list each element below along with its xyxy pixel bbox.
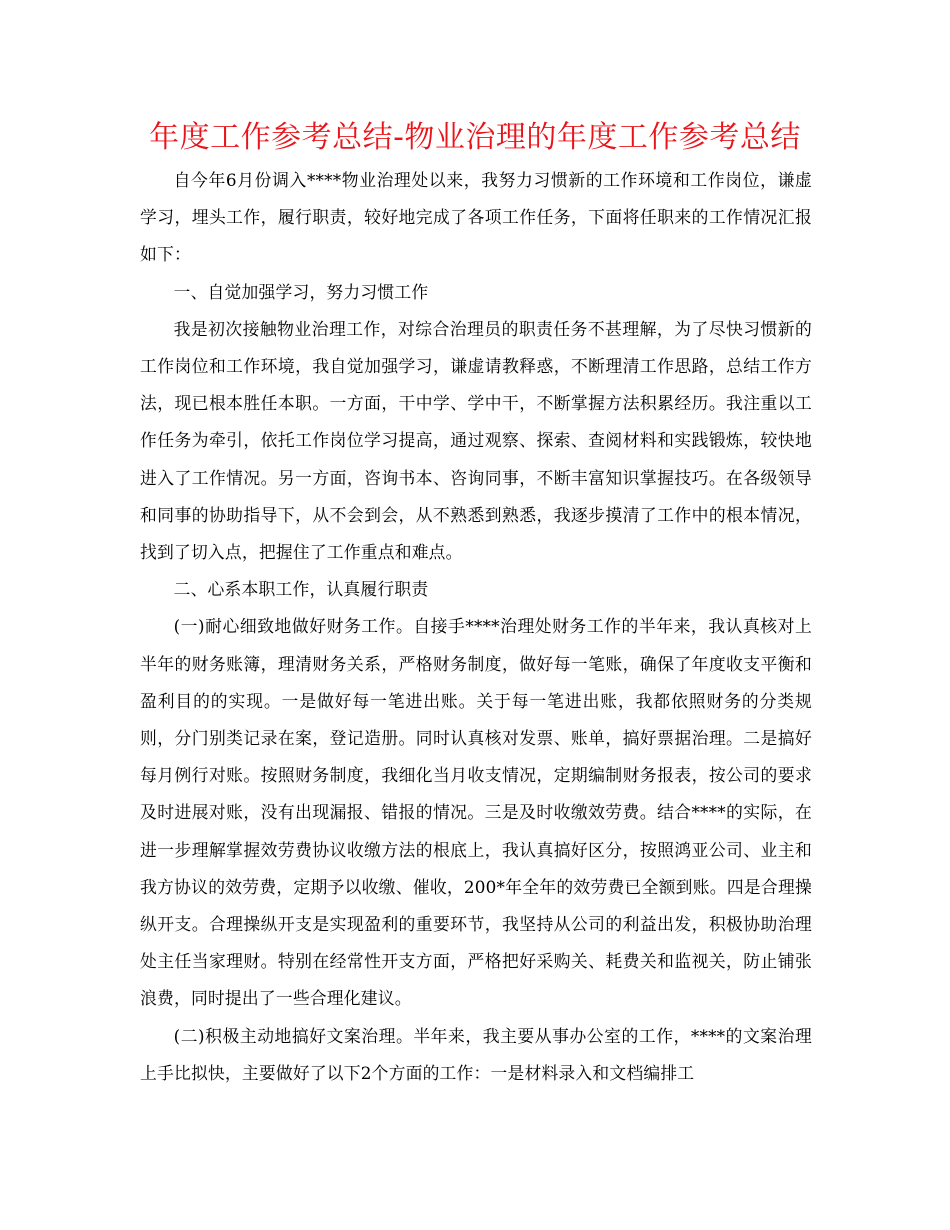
section-heading-1: 一、自觉加强学习，努力习惯工作 xyxy=(173,281,429,302)
paragraph-documents: (二)积极主动地搞好文案治理。半年来，我主要从事办公室的工作，****的文案治理上手比拟快，主要做好了以下2个方面的工作：一是材料录入和文档编排工 xyxy=(140,1025,812,1083)
section-heading-2: 二、心系本职工作，认真履行职责 xyxy=(173,579,429,600)
document-body xyxy=(140,162,812,1092)
paragraph-intro: 自今年6月份调入****物业治理处以来，我努力习惯新的工作环境和工作岗位，谦虚学习，埋头工作，履行职责，较好地完成了各项工作任务，下面将任职来的工作情况汇报如下： xyxy=(140,170,812,265)
paragraph-study: 我是初次接触物业治理工作，对综合治理员的职责任务不甚理解，为了尽快习惯新的工作岗位和工作环境，我自觉加强学习，谦虚请教释惑，不断理清工作思路，总结工作方法，现已根本胜任本职。一方面，干中学、学中干，不断掌握方法积累经历。我注重以工作任务为牵引，依托工作岗位学习提高，通过观察、探索、查阅材料和实践锻炼，较快地进入了工作情况。另一方面，咨询书本、咨询同事，不断丰富知识掌握技巧。在各级领导和同事的协助指导下，从不会到会，从不熟悉到熟悉，我逐步摸清了工作中的根本情况，找到了切入点，把握住了工作重点和难点。 xyxy=(140,318,812,563)
document-title: 年度工作参考总结-物业治理的年度工作参考总结 xyxy=(149,120,801,155)
paragraph-finance: (一)耐心细致地做好财务工作。自接手****治理处财务工作的半年来，我认真核对上半年的财务账簿，理清财务关系，严格财务制度，做好每一笔账，确保了年度收支平衡和盈利目的的实现。一是做好每一笔进出账。关于每一笔进出账，我都依照财务的分类规则，分门别类记录在案，登记造册。同时认真核对发票、账单，搞好票据治理。二是搞好每月例行对账。按照财务制度，我细化当月收支情况，定期编制财务报表，按公司的要求及时进展对账，没有出现漏报、错报的情况。三是及时收缴效劳费。结合****的实际，在进一步理解掌握效劳费协议收缴方法的根底上，我认真搞好区分，按照鸿亚公司、业主和我方协议的效劳费，定期予以收缴、催收，200*年全年的效劳费已全额到账。四是合理操纵开支。合理操纵开支是实现盈利的重要环节，我坚持从公司的利益出发，积极协助治理处主任当家理财。特别在经常性开支方面，严格把好采购关、耗费关和监视关，防止铺张浪费，同时提出了一些合理化建议。 xyxy=(140,616,812,1009)
